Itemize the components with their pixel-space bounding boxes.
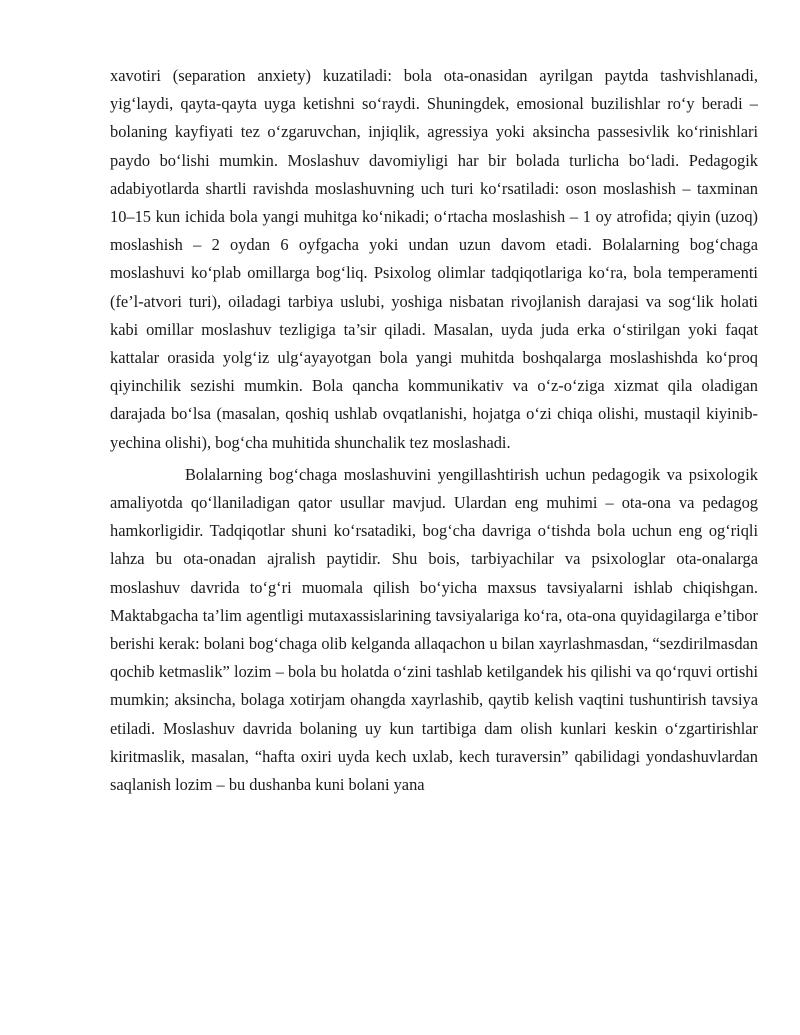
document-page — [110, 62, 758, 799]
paragraph-2: Bolalarning bog‘chaga moslashuvini yengillashtirish uchun pedagogik va psixologik amaliyotda qo‘llaniladigan qator usullar mavjud. Ulardan eng muhimi – ota-ona va pedagog hamkorligidir. Tadqiqotlar shuni ko‘rsatadiki, bog‘cha davriga o‘tishda bola uchun eng og‘riqli lahza bu ota-onadan ajralish paytidir. Shu bois, tarbiyachilar va psixologlar ota-onalarga moslashuv davrida to‘g‘ri muomala qilish bo‘yicha maxsus tavsiyalarni ishlab chiqishgan. Maktabgacha ta’lim agentligi mutaxassislarining tavsiyalariga ko‘ra, ota-ona quyidagilarga e’tibor berishi kerak: bolani bog‘chaga olib kelganda allaqachon u bilan xayrlashmasdan, “sezdirilmasdan qochib ketmaslik” lozim – bola bu holatda o‘zini tashlab ketilgandek his qilishi va qo‘rquvi ortishi mumkin; aksincha, bolaga xotirjam ohangda xayrlashib, qaytib kelish vaqtini tushuntirish tavsiya etiladi. Moslashuv davrida bolaning uy kun tartibiga dam olish kunlari keskin o‘zgartirishlar kiritmaslik, masalan, “hafta oxiri uyda kech uxlab, kech turaversin” qabilidagi yondashuvlardan saqlanish lozim – bu dushanba kuni bolani yana — [110, 464, 758, 795]
paragraph-1: xavotiri (separation anxiety) kuzatiladi: bola ota-onasidan ayrilgan paytda tashvishlanadi, yig‘laydi, qayta-qayta uyga ketishni so‘raydi. Shuningdek, emosional buzilishlar ro‘y beradi – bolaning kayfiyati tez o‘zgaruvchan, injiqlik, agressiya yoki aksincha passesivlik ko‘rinishlari paydo bo‘lishi mumkin. Moslashuv davomiyligi har bir bolada turlicha bo‘ladi. Pedagogik adabiyotlarda shartli ravishda moslashuvning uch turi ko‘rsatiladi: oson moslashish – taxminan 10–15 kun ichida bola yangi muhitga ko‘nikadi; o‘rtacha moslashish – 1 oy atrofida; qiyin (uzoq) moslashish – 2 oydan 6 oyfgacha yoki undan uzun davom etadi. Bolalarning bog‘chaga moslashuvi ko‘plab omillarga bog‘liq. Psixolog olimlar tadqiqotlariga ko‘ra, bola temperamenti (fe’l-atvori turi), oiladagi tarbiya uslubi, yoshiga nisbatan rivojlanish darajasi va sog‘lik holati kabi omillar moslashuv tezligiga ta’sir qiladi. Masalan, uyda juda erka o‘stirilgan yoki faqat kattalar orasida yolg‘iz ulg‘ayayotgan bola yangi muhitda boshqalarga moslashishda ko‘proq qiyinchilik sezishi mumkin. Bola qancha kommunikativ va o‘z-o‘ziga xizmat qila oladigan darajada bo‘lsa (masalan, qoshiq ushlab ovqatlanishi, hojatga o‘zi chiqa olishi, mustaqil kiyinib-yechina olishi), bog‘cha muhitida shunchalik tez moslashadi. — [110, 66, 758, 452]
